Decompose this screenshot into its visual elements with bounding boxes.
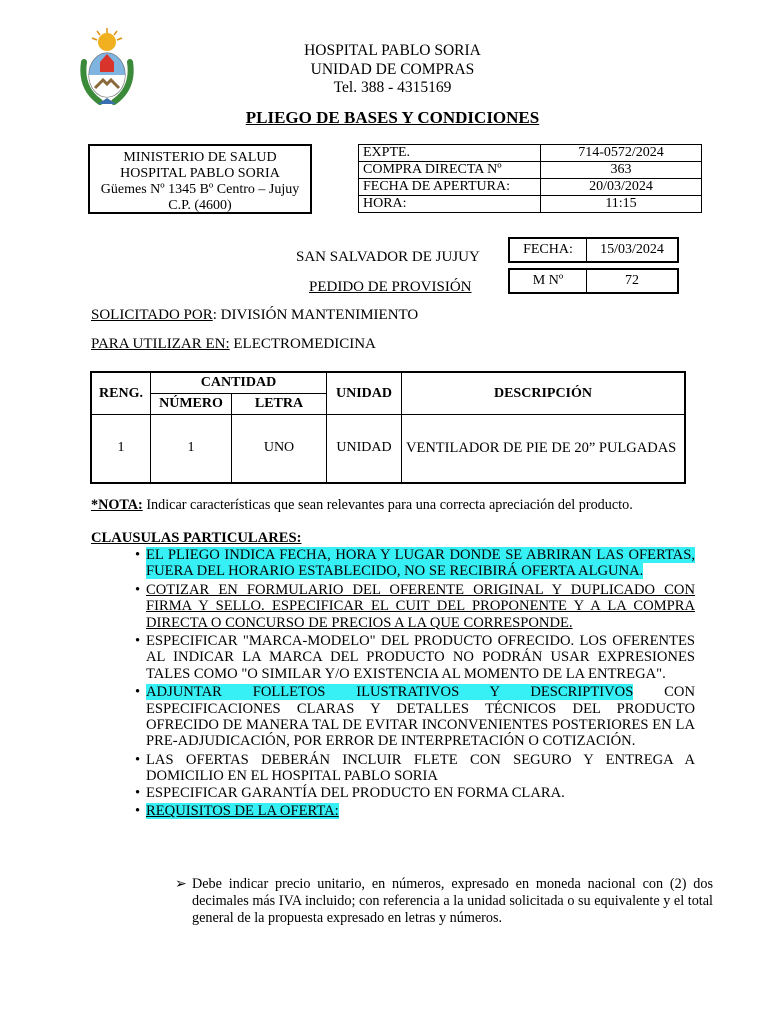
- expediente-table: [358, 144, 702, 213]
- clausula-text: COTIZAR EN FORMULARIO DEL OFERENTE ORIGINAL Y DUPLICADO CON FIRMA Y SELLO. ESPECIFICAR EL CUIT DEL PROPONENTE Y A LA COMPRA DIRECTA O CONCURSO DE PRECIOS A LA QUE CORRESPONDE.: [146, 581, 695, 631]
- descripcion-header: DESCRIPCIÓN: [402, 372, 686, 415]
- expte-value: 714-0572/2024: [541, 145, 702, 162]
- hora-value: 11:15: [541, 196, 702, 213]
- items-table: [90, 371, 686, 484]
- unidad-cell: UNIDAD: [327, 415, 402, 483]
- table-row: [359, 196, 702, 213]
- table-row: [91, 415, 685, 483]
- apertura-value: 20/03/2024: [541, 179, 702, 196]
- utilizar-line: [91, 336, 376, 353]
- nota-text: Indicar características que sean relevantes para una correcta apreciación del producto.: [142, 497, 633, 513]
- phone-number: Tel. 388 - 4315169: [333, 79, 452, 96]
- hospital-name: HOSPITAL PABLO SORIA: [304, 42, 481, 59]
- ministry-line: MINISTERIO DE SALUD: [123, 150, 277, 165]
- table-header-row: [91, 372, 685, 394]
- fecha-label: FECHA:: [510, 239, 587, 261]
- solicitado-label: SOLICITADO POR: [91, 307, 213, 323]
- clausula-text: ESPECIFICAR "MARCA-MODELO" DEL PRODUCTO OFRECIDO. LOS OFERENTES AL INDICAR LA MARCA DEL PRODUCTO NO PODRÁN USAR EXPRESIONES TALES COMO "O SIMILAR Y/O EXISTENCIA AL MOMENTO DE LA ENTREGA".: [146, 633, 695, 682]
- solicitado-line: [91, 307, 418, 324]
- fecha-value: 15/03/2024: [600, 242, 664, 257]
- coat-of-arms-logo: [70, 28, 144, 110]
- cantidad-header: CANTIDAD: [151, 372, 327, 394]
- list-item: [135, 785, 695, 801]
- compra-value: 363: [541, 162, 702, 179]
- list-item: [135, 803, 695, 819]
- reng-cell: 1: [91, 415, 151, 483]
- table-row: [359, 145, 702, 162]
- mn-box: [508, 268, 679, 294]
- department-name: UNIDAD DE COMPRAS: [310, 61, 475, 78]
- unidad-header: UNIDAD: [327, 372, 402, 415]
- list-item: [135, 684, 695, 750]
- list-item: [135, 633, 695, 682]
- reng-header: RENG.: [91, 372, 151, 415]
- clausula-text: ESPECIFICAR GARANTÍA DEL PRODUCTO EN FORMA CLARA.: [146, 784, 565, 801]
- nota-label: *NOTA:: [91, 497, 143, 513]
- mn-label: M Nº: [510, 270, 587, 292]
- apertura-label: FECHA DE APERTURA:: [359, 179, 541, 196]
- clausula-text: REQUISITOS DE LA OFERTA:: [146, 803, 339, 820]
- utilizar-value: ELECTROMEDICINA: [229, 336, 376, 352]
- city-name: SAN SALVADOR DE JUJUY: [296, 249, 480, 265]
- list-item: [135, 752, 695, 785]
- clausula-highlight: ADJUNTAR FOLLETOS ILUSTRATIVOS Y DESCRIPTIVOS: [146, 684, 634, 701]
- fecha-box: [508, 237, 679, 263]
- ministry-line: HOSPITAL PABLO SORIA: [120, 166, 280, 181]
- ministry-line: Güemes Nº 1345 Bº Centro – Jujuy: [100, 182, 300, 197]
- solicitado-value: : DIVISIÓN MANTENIMIENTO: [212, 307, 419, 323]
- list-item: [135, 547, 695, 580]
- clausula-text: CON ESPECIFICACIONES CLARAS Y DETALLES TÉCNICOS DEL PRODUCTO OFRECIDO DE MANERA TAL DE EVITAR INCONVENIENTES POSTERIORES EN LA PRE-ADJUDICACIÓN, POR ERROR DE INTERPRETACIÓN O COTIZACIÓN.: [146, 684, 695, 750]
- table-row: [359, 179, 702, 196]
- ministry-line: C.P. (4600): [168, 198, 232, 213]
- expte-label: EXPTE.: [359, 145, 541, 162]
- clausulas-list: [135, 547, 695, 820]
- descripcion-cell: VENTILADOR DE PIE DE 20” PULGADAS: [402, 415, 686, 483]
- hora-label: HORA:: [359, 196, 541, 213]
- clausula-text: LAS OFERTAS DEBERÁN INCLUIR FLETE CON SEGURO Y ENTREGA A DOMICILIO EN EL HOSPITAL PABLO SORIA: [146, 751, 695, 785]
- arrow-bullet-icon: ➢: [175, 876, 187, 892]
- document-title: PLIEGO DE BASES Y CONDICIONES: [245, 108, 540, 127]
- list-item: [135, 582, 695, 631]
- ministry-box: [88, 144, 312, 214]
- numero-header: NÚMERO: [151, 394, 232, 415]
- clausulas-heading: CLAUSULAS PARTICULARES:: [91, 530, 302, 546]
- letra-cell: UNO: [232, 415, 327, 483]
- mn-value: 72: [625, 273, 639, 288]
- sun-icon: [92, 28, 122, 51]
- compra-label: COMPRA DIRECTA Nº: [359, 162, 541, 179]
- table-row: [359, 162, 702, 179]
- pedido-label: PEDIDO DE PROVISIÓN: [309, 279, 472, 295]
- numero-cell: 1: [151, 415, 232, 483]
- sub-item: [175, 876, 713, 927]
- clausula-text: EL PLIEGO INDICA FECHA, HORA Y LUGAR DONDE SE ABRIRAN LAS OFERTAS, FUERA DEL HORARIO ESTABLECIDO, NO SE RECIBIRÁ OFERTA ALGUNA.: [146, 547, 695, 580]
- letra-header: LETRA: [232, 394, 327, 415]
- utilizar-label: PARA UTILIZAR EN:: [91, 336, 230, 352]
- sub-item-text: Debe indicar precio unitario, en números, expresado en moneda nacional con (2) dos decimales más IVA incluido; con referencia a la unidad solicitada o su equivalente y el total general de la propuesta expresado en letras y números.: [192, 876, 713, 926]
- nota-line: [91, 497, 633, 514]
